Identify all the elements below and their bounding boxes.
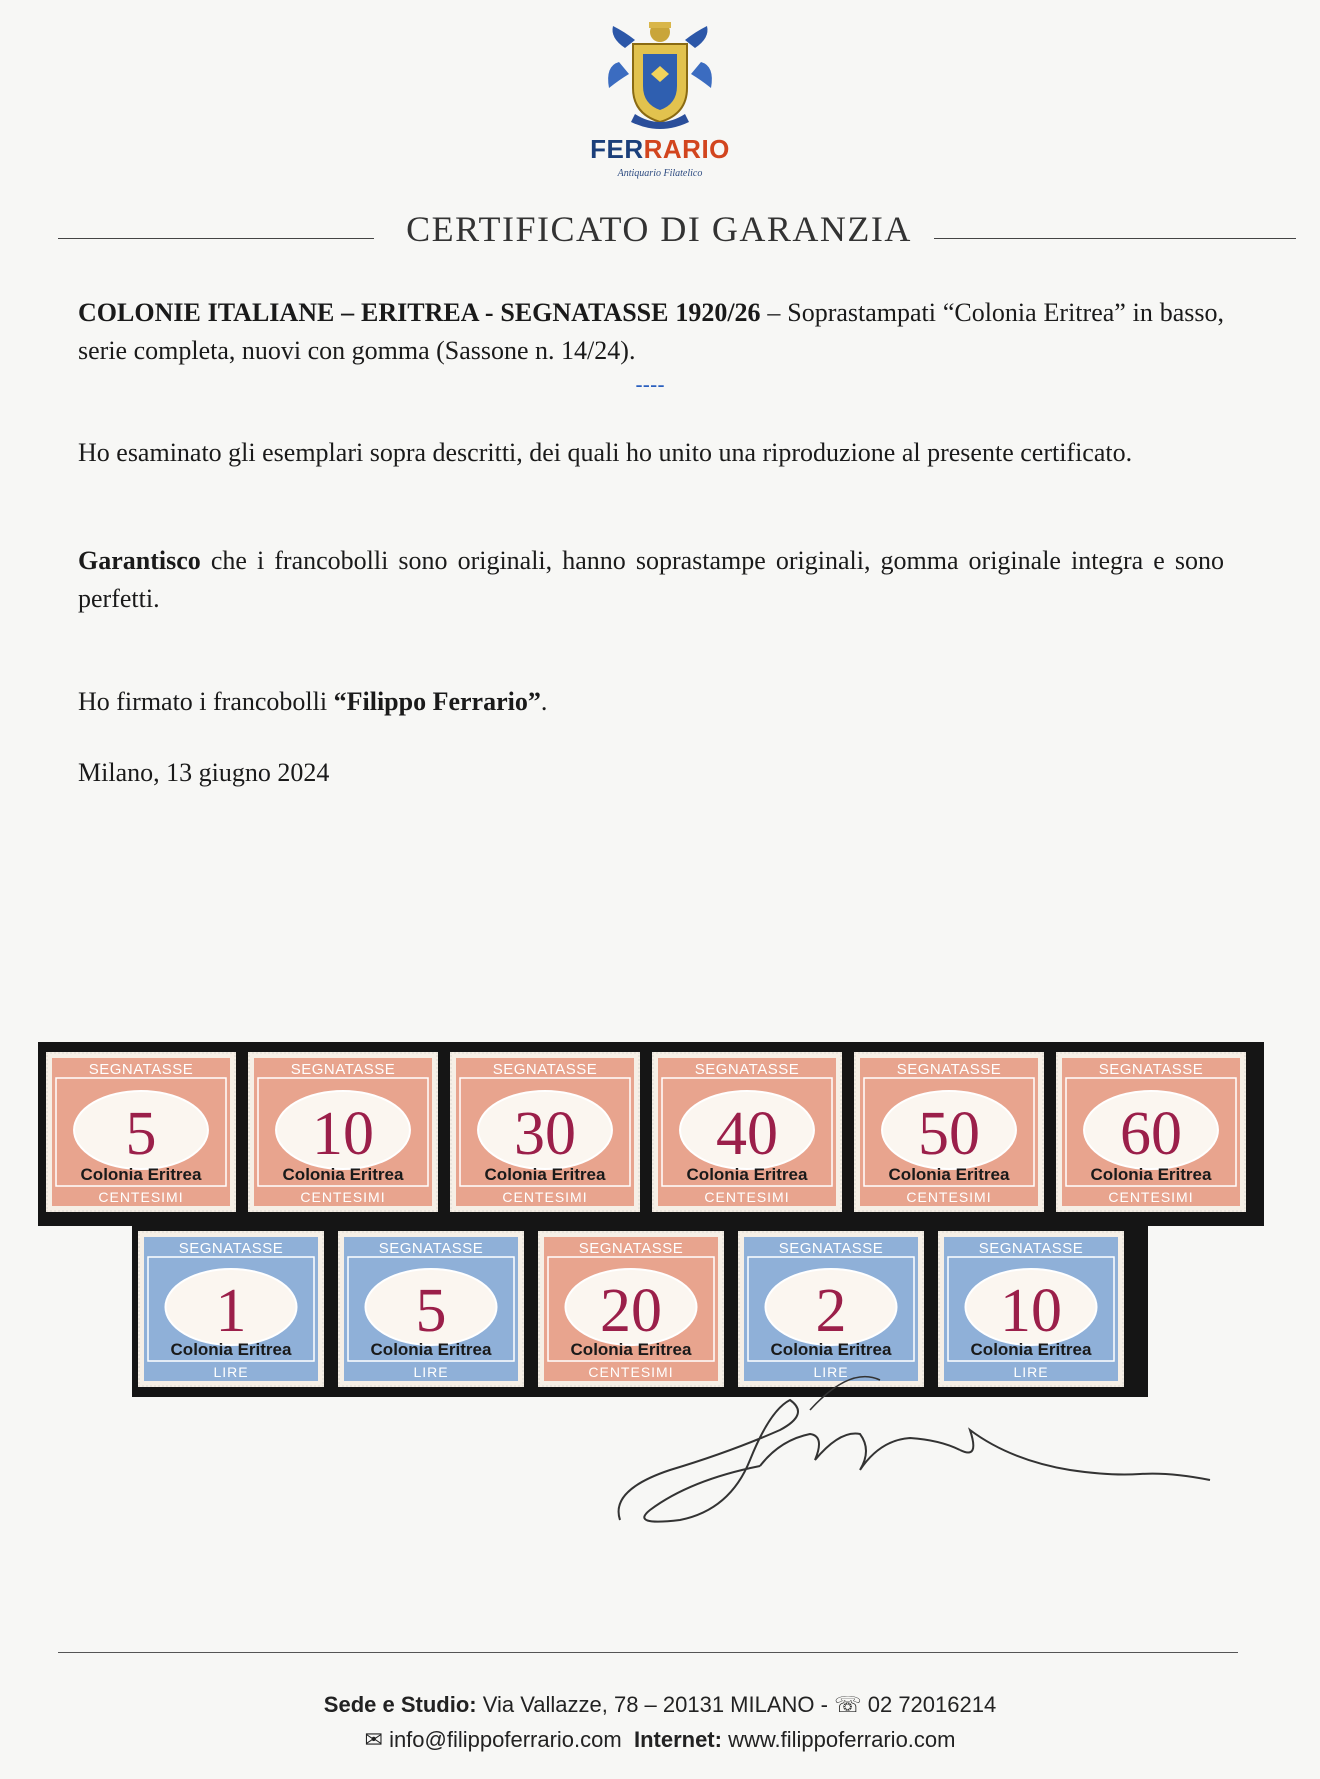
stamp-unit: CENTESIMI (704, 1189, 790, 1205)
stamp-header: SEGNATASSE (378, 1240, 484, 1257)
separator: ---- (635, 372, 665, 397)
stamp-overprint: Colonia Eritrea (970, 1340, 1092, 1359)
brand-name (560, 134, 760, 165)
stamp-overprint: Colonia Eritrea (888, 1165, 1010, 1184)
stamp-row1-2 (248, 1052, 438, 1212)
stamp-artwork (48, 1054, 234, 1210)
envelope-icon: ✉ (364, 1727, 383, 1752)
seat-label: Sede e Studio: (323, 1692, 477, 1717)
email-link[interactable]: info@filippoferrario.com (389, 1727, 622, 1752)
stamp-unit: LIRE (213, 1364, 249, 1380)
stamp-value: 10 (312, 1100, 374, 1168)
stamp-artwork (540, 1233, 722, 1385)
stamp-overprint: Colonia Eritrea (770, 1340, 892, 1359)
handwritten-signature (610, 1370, 1230, 1530)
stamp-unit: LIRE (813, 1364, 849, 1380)
coat-of-arms-icon (605, 18, 715, 130)
stamp-row2-3 (538, 1231, 724, 1387)
stamp-artwork (452, 1054, 638, 1210)
telephone-icon: ☏ (834, 1692, 862, 1717)
stamp-value: 30 (514, 1100, 576, 1168)
stamp-unit: LIRE (1013, 1364, 1049, 1380)
stamp-header: SEGNATASSE (290, 1061, 396, 1078)
certificate-title: CERTIFICATO DI GARANZIA (406, 209, 912, 249)
website-link[interactable]: www.filippoferrario.com (728, 1727, 956, 1752)
stamp-artwork (856, 1054, 1042, 1210)
title-row (58, 208, 1238, 254)
stamp-overprint: Colonia Eritrea (570, 1340, 692, 1359)
stamps-row-1 (38, 1042, 1264, 1226)
stamp-unit: CENTESIMI (98, 1189, 184, 1205)
stamp-artwork (654, 1054, 840, 1210)
stamp-unit: CENTESIMI (1108, 1189, 1194, 1205)
stamp-artwork (250, 1054, 436, 1210)
stamp-value: 50 (918, 1100, 980, 1168)
stamp-header: SEGNATASSE (178, 1240, 284, 1257)
stamp-row1-6 (1056, 1052, 1246, 1212)
guarantee-paragraph (78, 542, 1224, 618)
stamp-row2-2 (338, 1231, 524, 1387)
footer-address-line (0, 1692, 1320, 1718)
stamp-header: SEGNATASSE (578, 1240, 684, 1257)
brand-part-2: RARIO (643, 134, 730, 164)
stamp-value: 1 (215, 1277, 247, 1345)
stamp-value: 40 (716, 1100, 778, 1168)
stamp-artwork (940, 1233, 1122, 1385)
stamp-artwork (340, 1233, 522, 1385)
stamp-value: 5 (415, 1277, 447, 1345)
stamp-overprint: Colonia Eritrea (484, 1165, 606, 1184)
title-rule-left (58, 238, 374, 239)
stamp-overprint: Colonia Eritrea (170, 1340, 292, 1359)
footer-contact-line (0, 1727, 1320, 1753)
stamp-value: 5 (125, 1100, 157, 1168)
stamp-header: SEGNATASSE (88, 1061, 194, 1078)
stamp-header: SEGNATASSE (694, 1061, 800, 1078)
stamp-overprint: Colonia Eritrea (1090, 1165, 1212, 1184)
stamp-value: 2 (815, 1277, 847, 1345)
signed-prefix: Ho firmato i francobolli (78, 687, 334, 716)
stamp-artwork (740, 1233, 922, 1385)
stamp-unit: LIRE (413, 1364, 449, 1380)
description-heading: COLONIE ITALIANE – ERITREA - SEGNATASSE 1920/26 (78, 298, 761, 327)
stamp-unit: CENTESIMI (300, 1189, 386, 1205)
stamp-row1-3 (450, 1052, 640, 1212)
description-paragraph (78, 294, 1224, 370)
internet-label: Internet: (633, 1727, 722, 1752)
description-text: – Soprastampati “Colonia Eritrea” in basso, serie completa, nuovi con gomma (Sassone n. 14/24). (78, 298, 1224, 365)
stamp-overprint: Colonia Eritrea (282, 1165, 404, 1184)
examined-paragraph: Ho esaminato gli esemplari sopra descritti, dei quali ho unito una riproduzione al presente certificato. (78, 438, 1133, 467)
guarantee-bold: Garantisco (78, 546, 201, 575)
stamp-row2-1 (138, 1231, 324, 1387)
stamp-artwork (140, 1233, 322, 1385)
stamp-header: SEGNATASSE (1098, 1061, 1204, 1078)
stamp-value: 20 (600, 1277, 662, 1345)
brand-part-1: FER (590, 134, 644, 164)
stamp-artwork (1058, 1054, 1244, 1210)
stamp-value: 10 (1000, 1277, 1062, 1345)
stamp-overprint: Colonia Eritrea (686, 1165, 808, 1184)
stamp-unit: CENTESIMI (502, 1189, 588, 1205)
stamp-header: SEGNATASSE (978, 1240, 1084, 1257)
signed-paragraph (78, 683, 1224, 721)
stamp-header: SEGNATASSE (492, 1061, 598, 1078)
stamp-row2-4 (738, 1231, 924, 1387)
stamp-row1-4 (652, 1052, 842, 1212)
stamp-unit: CENTESIMI (906, 1189, 992, 1205)
stamp-row2-5 (938, 1231, 1124, 1387)
footer-rule (58, 1652, 1238, 1653)
phone-number: 02 72016214 (867, 1692, 997, 1717)
stamp-row1-5 (854, 1052, 1044, 1212)
place-date: Milano, 13 giugno 2024 (78, 758, 330, 787)
stamp-row1-1 (46, 1052, 236, 1212)
stamp-overprint: Colonia Eritrea (80, 1165, 202, 1184)
signer-name: “Filippo Ferrario” (333, 687, 541, 716)
stamp-header: SEGNATASSE (778, 1240, 884, 1257)
stamp-header: SEGNATASSE (896, 1061, 1002, 1078)
address: Via Vallazze, 78 – 20131 MILANO - (476, 1692, 835, 1717)
brand-subtitle: Antiquario Filatelico (617, 168, 703, 179)
title-rule-right (934, 238, 1296, 239)
guarantee-text: che i francobolli sono originali, hanno soprastampe originali, gomma originale integra e sono perfetti. (78, 546, 1224, 613)
stamp-value: 60 (1120, 1100, 1182, 1168)
signed-suffix: . (540, 687, 548, 716)
stamp-unit: CENTESIMI (588, 1364, 674, 1380)
stamp-overprint: Colonia Eritrea (370, 1340, 492, 1359)
